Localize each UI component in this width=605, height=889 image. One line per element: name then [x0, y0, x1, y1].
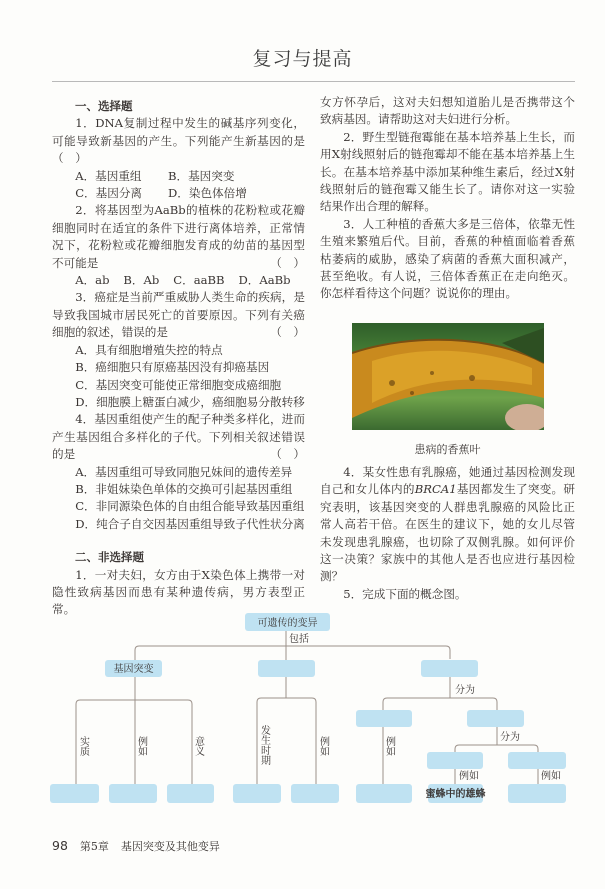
option: D．细胞膜上糖蛋白减少，癌细胞易分散转移 — [75, 394, 305, 409]
blank-box[interactable] — [258, 660, 315, 677]
link-example: 例如 — [459, 771, 479, 782]
link-include: 包括 — [289, 634, 309, 645]
question-nonchoice-4: 4．某女性患有乳腺癌，她通过基因检测发现自己和女儿体内的BRCA1基因都发生了突变。研究表明，该基因突变的人群患乳腺癌的风险比正常人高若干倍。在医生的建议下，她的女儿尽管未发现患乳腺癌，也切除了双侧乳腺。如何评价这一决策？家族中的其他人是否也应进行基因检测？ — [320, 465, 575, 584]
page-number: 98 — [52, 838, 68, 853]
link-period: 发生时期 — [258, 725, 270, 765]
question-nonchoice-5: 5．完成下面的概念图。 — [343, 586, 467, 601]
page-footer — [52, 838, 220, 854]
gene-mutation-label: 基因突变 — [113, 664, 154, 675]
blank-box[interactable] — [167, 784, 214, 803]
option: C．aaBB — [173, 273, 225, 288]
option: B．Ab — [123, 273, 160, 288]
blank-box[interactable] — [356, 784, 412, 803]
link-example: 例如 — [135, 736, 147, 756]
drone-bee-label: 蜜蜂中的雄蜂 — [425, 789, 486, 800]
option: A．ab — [75, 273, 110, 288]
blank-box[interactable] — [356, 710, 412, 727]
option: B．癌细胞只有原癌基因没有抑癌基因 — [75, 360, 270, 375]
question-4: 4．基因重组使产生的配子种类多样化，进而产生基因组合多样化的子代。下列相关叙述错误的是 （ ） — [52, 412, 305, 462]
blank-box[interactable] — [109, 784, 157, 803]
blank-box[interactable] — [233, 784, 281, 803]
chapter-title: 基因突变及其他变异 — [120, 840, 220, 853]
option: A．具有细胞增殖失控的特点 — [75, 342, 223, 357]
option: B．非姐妹染色单体的交换可引起基因重组 — [75, 481, 293, 496]
question-nonchoice-3: 3．人工种植的香蕉大多是三倍体，依靠无性生殖来繁殖后代。目前，香蕉的种植面临着香蕉枯萎病的威胁，感染了病菌的香蕉大面积减产，甚至绝收。有人说，三倍体香蕉正在走向绝灭。你怎样看待这个问题？说说你的理由。 — [320, 216, 575, 301]
option: A．基因重组 — [75, 168, 142, 183]
section-heading-choice: 一、选择题 — [75, 99, 133, 113]
option: C．基因突变可能使正常细胞变成癌细胞 — [75, 377, 282, 392]
question-3: 3．癌症是当前严重威胁人类生命的疾病，是导致我国城市居民死亡的首要原因。下列有关癌细胞的叙述，错误的是 （ ） — [52, 290, 305, 340]
blank-box[interactable] — [421, 660, 478, 677]
blank-box[interactable] — [291, 784, 339, 803]
link-essence: 实质 — [77, 736, 89, 756]
blank-box[interactable] — [467, 710, 524, 727]
link-meaning: 意义 — [192, 736, 204, 756]
blank-box[interactable] — [50, 784, 99, 803]
chapter-number: 第5章 — [79, 840, 109, 853]
root-label: 可遗传的变异 — [257, 618, 318, 629]
question-nonchoice-2: 2．野生型链孢霉能在基本培养基上生长，而用X射线照射后的链孢霉却不能在基本培养基上生长。在基本培养基中添加某种维生素后，经过X射线照射后的链孢霉又能生长了。请你对这一实验结果作出合理的解释。 — [320, 129, 575, 214]
link-example: 例如 — [317, 736, 329, 756]
option: C．非同源染色体的自由组合能导致基因重组 — [75, 499, 305, 514]
question-nonchoice-1: 1．一对夫妇，女方由于X染色体上携带一对隐性致病基因而患有某种遗传病，男方表型正常。 — [52, 567, 305, 617]
link-example: 例如 — [383, 736, 395, 756]
blank-box[interactable] — [508, 784, 566, 803]
blank-box[interactable] — [427, 752, 483, 769]
gene-name: BRCA1 — [414, 482, 457, 497]
question-2: 2．将基因型为AaBb的植株的花粉粒或花瓣细胞同时在适宜的条件下进行离体培养，正常情况下，花粉粒或花瓣细胞发育成的幼苗的基因型不可能是 （ ） — [52, 203, 305, 270]
option: D．AaBb — [238, 273, 291, 288]
link-divide: 分为 — [500, 732, 520, 743]
option: A．基因重组可导致同胞兄妹间的遗传差异 — [75, 464, 293, 479]
option: D．染色体倍增 — [167, 186, 247, 201]
photo-caption: 患病的香蕉叶 — [414, 443, 481, 456]
question-nonchoice-1-cont: 女方怀孕后，这对夫妇想知道胎儿是否携带这个致病基因。请帮助这对夫妇进行分析。 — [320, 95, 575, 127]
link-divide: 分为 — [455, 685, 475, 696]
question-1: 1．DNA复制过程中发生的碱基序列变化，可能导致新基因的产生。下列能产生新基因的是（ ） — [52, 116, 305, 166]
blank-box[interactable] — [508, 752, 566, 769]
option: D．纯合子自交因基因重组导致子代性状分离 — [75, 516, 305, 531]
page-title: 复习与提高 — [252, 48, 353, 70]
option: C．基因分离 — [75, 186, 143, 201]
option: B．基因突变 — [167, 168, 235, 183]
section-heading-nonchoice: 二、非选择题 — [75, 550, 144, 565]
link-example: 例如 — [541, 771, 561, 782]
